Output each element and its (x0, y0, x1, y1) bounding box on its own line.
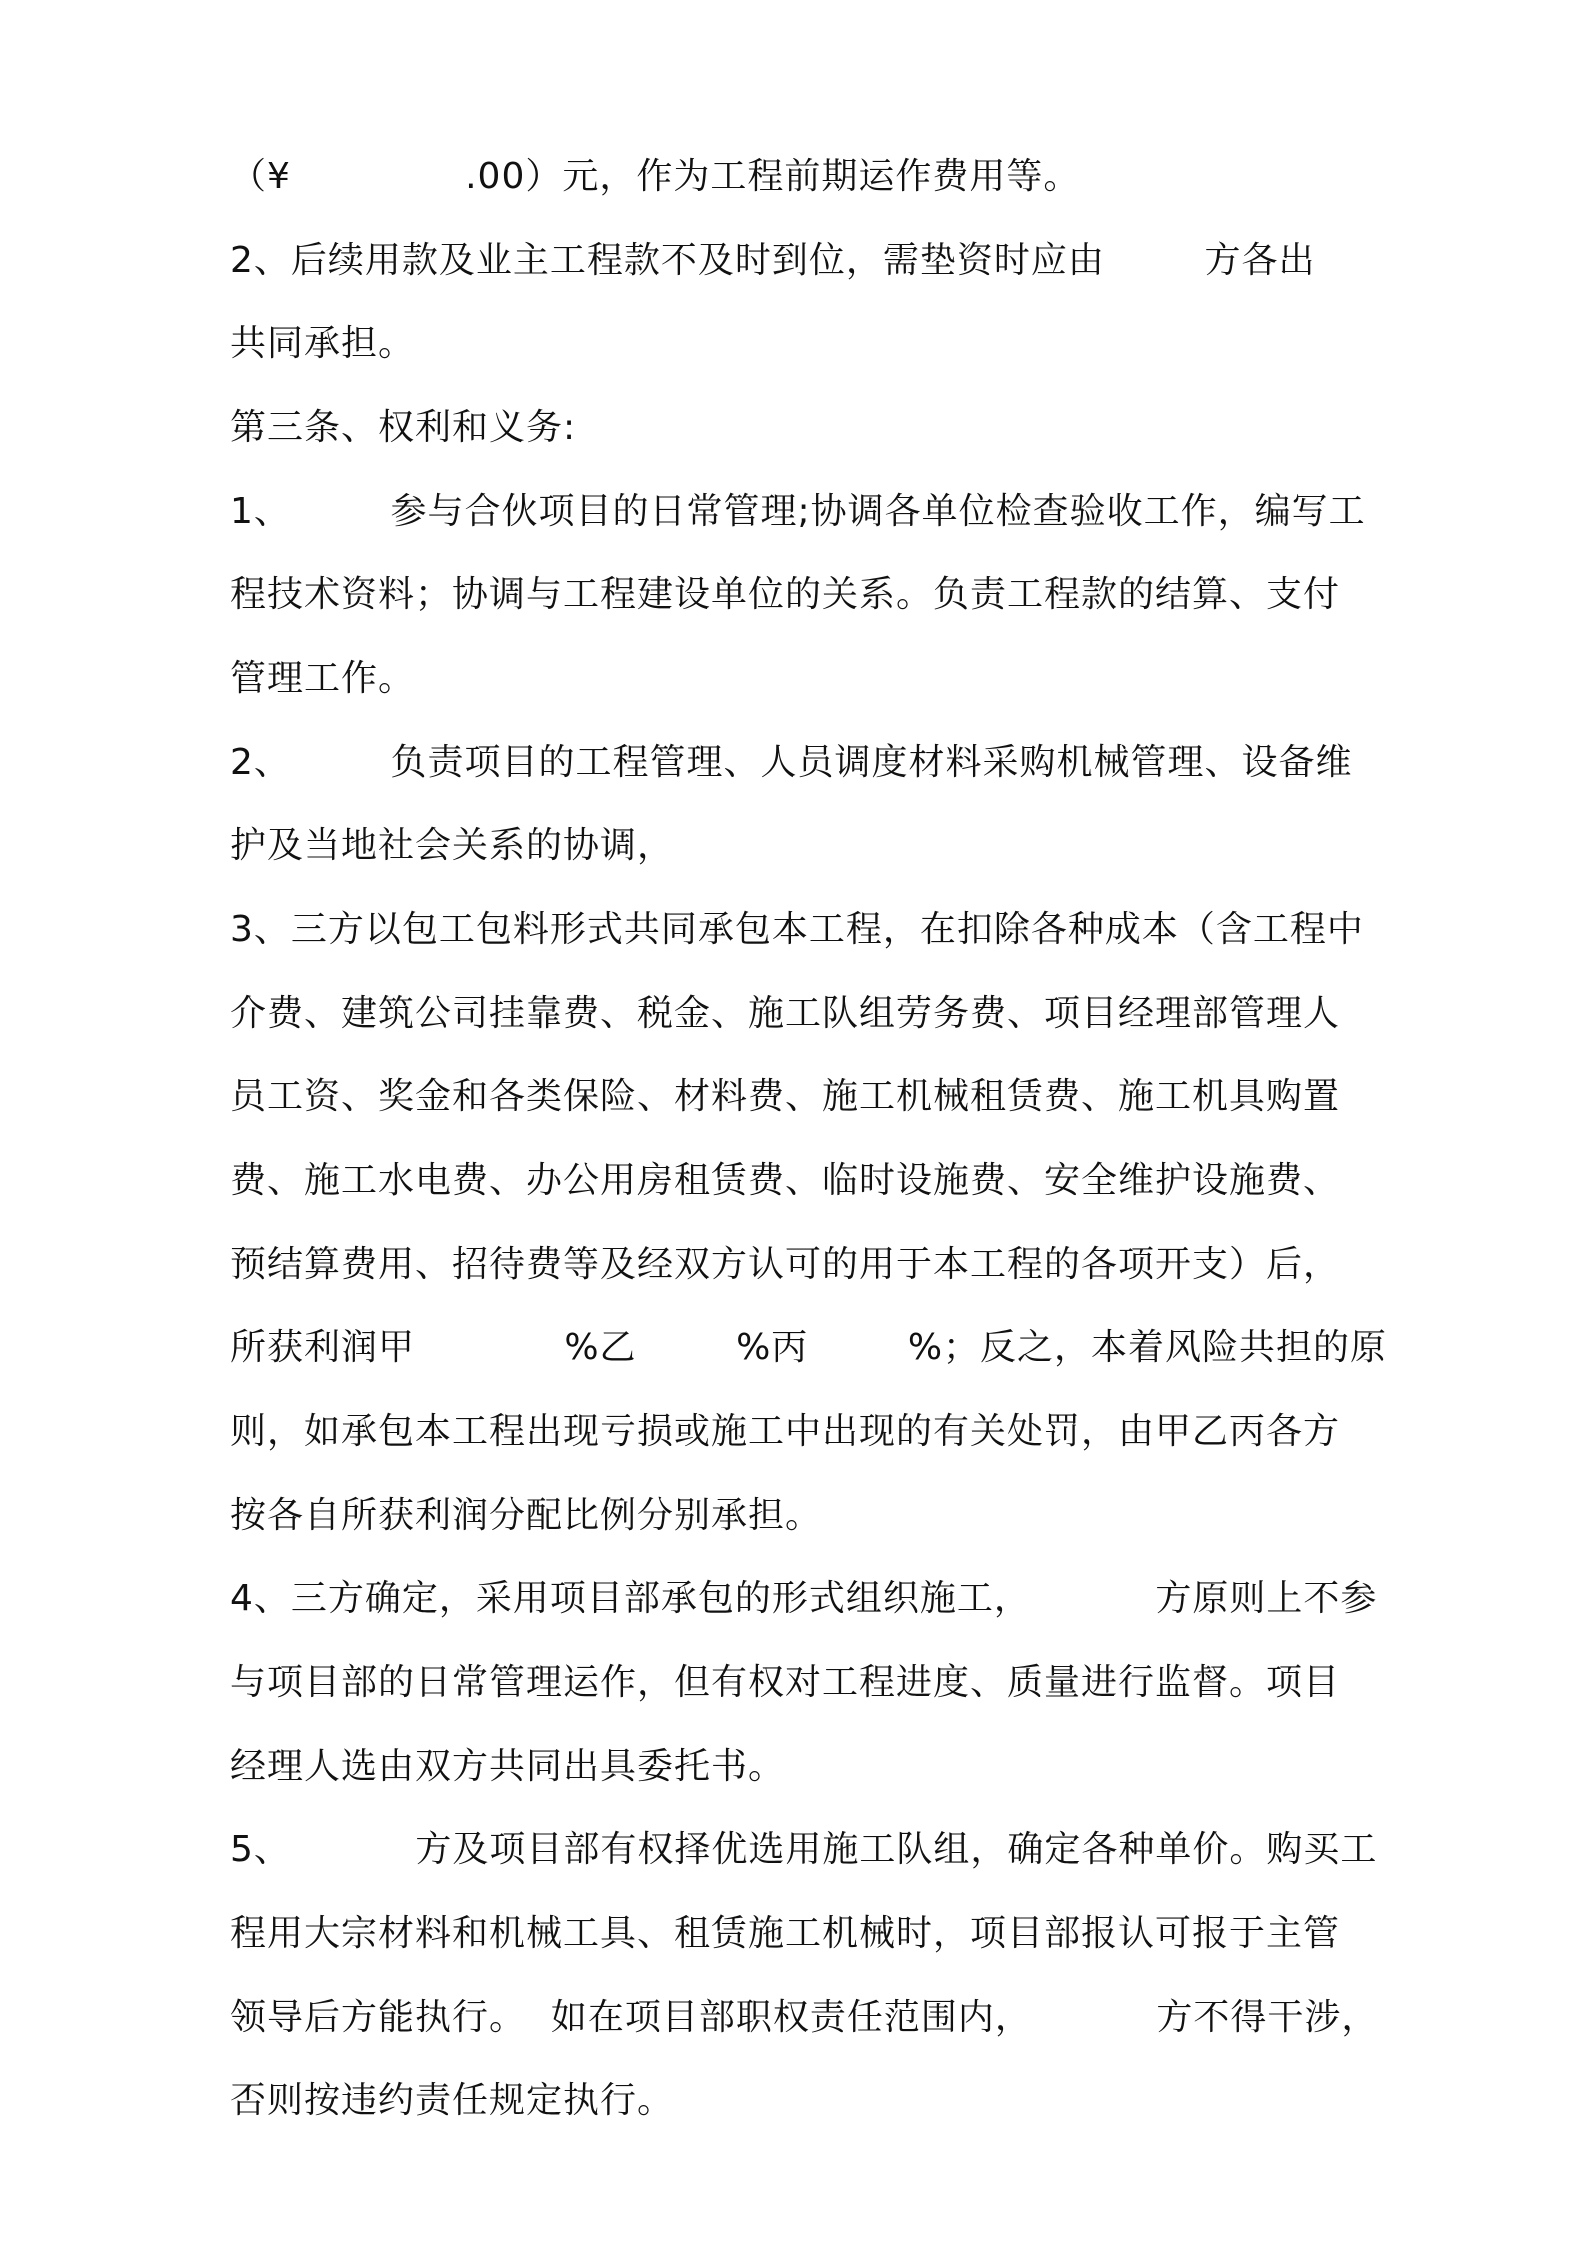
text-line: 否则按违约责任规定执行。 (230, 2080, 675, 2121)
text-line: 介费、建筑公司挂靠费、税金、施工队组劳务费、项目经理部管理人 (230, 993, 1341, 1034)
text-line: 经理人选由双方共同出具委托书。 (230, 1746, 786, 1787)
text-line: 预结算费用、招待费等及经双方认可的用于本工程的各项开支）后， (230, 1244, 1341, 1285)
text-line: 4、三方确定，采用项目部承包的形式组织施工， 方原则上不参 (230, 1578, 1378, 1619)
text-line: （¥ .00）元，作为工程前期运作费用等。 (230, 156, 1081, 197)
text-line: 共同承担。 (230, 323, 416, 364)
text-line: 领导后方能执行。 如在项目部职权责任范围内， 方不得干涉， (230, 1997, 1379, 2038)
text-line: 按各自所获利润分配比例分别承担。 (230, 1495, 823, 1536)
text-line: 与项目部的日常管理运作，但有权对工程进度、质量进行监督。项目 (230, 1662, 1341, 1703)
text-line: 程用大宗材料和机械工具、租赁施工机械时，项目部报认可报于主管 (230, 1913, 1341, 1954)
text-line: 所获利润甲 %乙 %丙 %；反之，本着风险共担的原 (230, 1327, 1388, 1368)
text-line: 则，如承包本工程出现亏损或施工中出现的有关处罚，由甲乙丙各方 (230, 1411, 1341, 1452)
text-line: 员工资、奖金和各类保险、材料费、施工机械租赁费、施工机具购置 (230, 1076, 1341, 1117)
section-heading: 第三条、权利和义务: (230, 407, 577, 448)
text-line: 2、后续用款及业主工程款不及时到位，需垫资时应由 方各出 (230, 240, 1316, 281)
text-line: 护及当地社会关系的协调， (230, 825, 675, 866)
text-line: 管理工作。 (230, 658, 416, 699)
text-line: 程技术资料；协调与工程建设单位的关系。负责工程款的结算、支付 (230, 574, 1341, 615)
text-line: 费、施工水电费、办公用房租赁费、临时设施费、安全维护设施费、 (230, 1160, 1341, 1201)
text-line: 1、 参与合伙项目的日常管理;协调各单位检查验收工作，编写工 (230, 491, 1366, 532)
text-line: 3、三方以包工包料形式共同承包本工程，在扣除各种成本（含工程中 (230, 909, 1364, 950)
text-line: 5、 方及项目部有权择优选用施工队组，确定各种单价。购买工 (230, 1829, 1378, 1870)
text-line: 2、 负责项目的工程管理、人员调度材料采购机械管理、设备维 (230, 742, 1353, 783)
